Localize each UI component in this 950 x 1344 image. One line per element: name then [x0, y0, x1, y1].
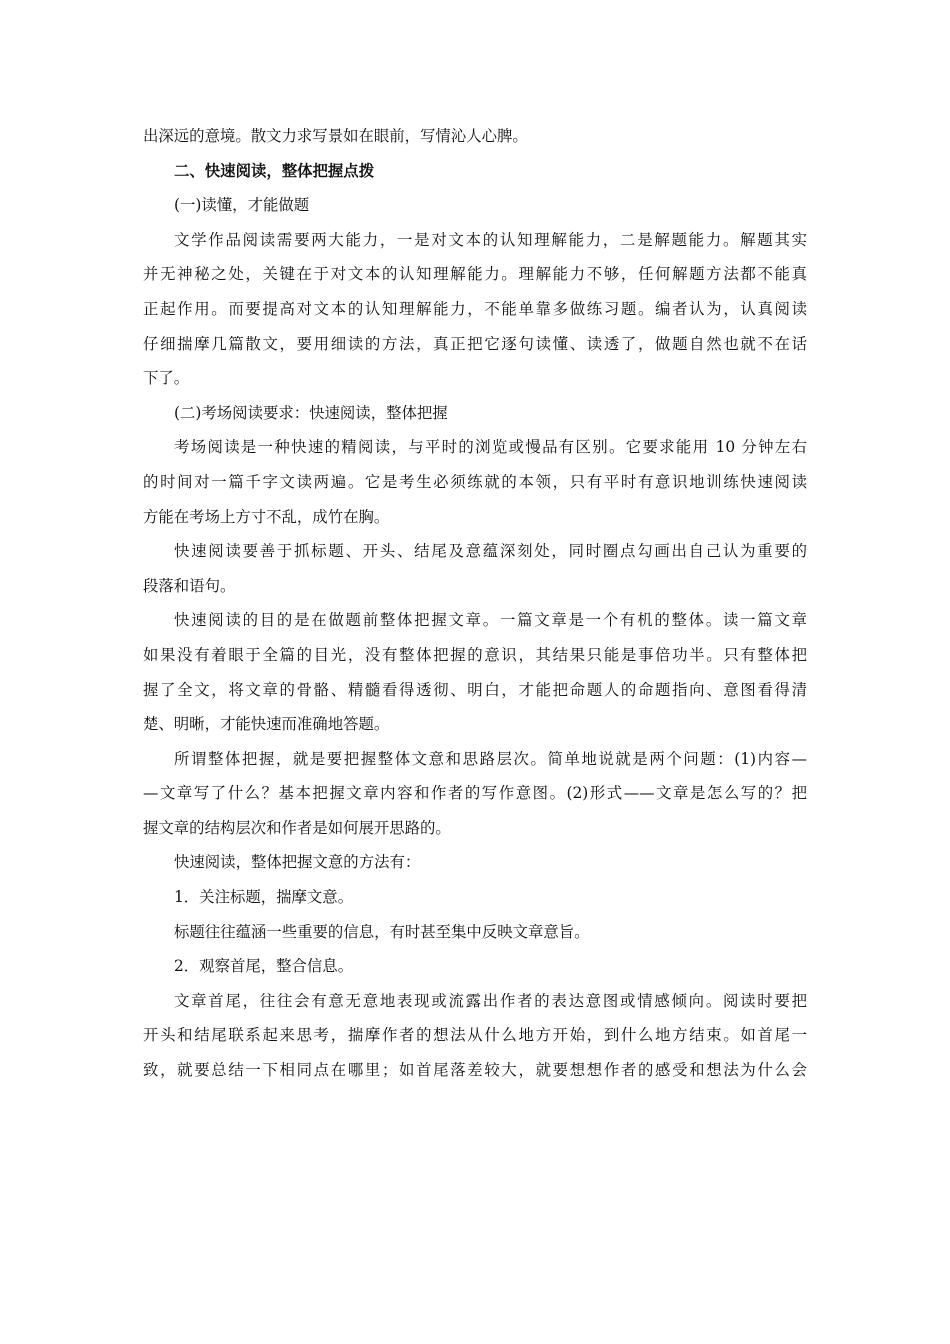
text-line: 正起作用。而要提高对文本的认知理解能力，不能单靠多做练习题。编者认为，认真阅读: [143, 299, 807, 318]
text-line: 握了全文，将文章的骨骼、精髓看得透彻、明白，才能把命题人的命题指向、意图看得清: [143, 680, 807, 699]
text-line: 快速阅读要善于抓标题、开头、结尾及意蕴深刻处，同时圈点勾画出自己认为重要的: [174, 542, 807, 561]
section-heading: 二、快速阅读，整体把握点拨: [174, 161, 375, 180]
document-body: [143, 119, 807, 1088]
text-line: 出深远的意境。散文力求写景如在眼前，写情沁人心脾。: [143, 127, 528, 145]
text-line: 仔细揣摩几篇散文，要用细读的方法，真正把它逐句读懂、读透了，做题自然也就不在话: [143, 334, 807, 353]
text-line: 2．观察首尾，整合信息。: [174, 957, 354, 976]
text-line: 如果没有着眼于全篇的目光，没有整体把握的意识，其结果只能是事倍功半。只有整体把: [143, 645, 807, 664]
text-line: 握文章的结构层次和作者是如何展开思路的。: [143, 818, 451, 837]
text-line: (一)读懂，才能做题: [174, 196, 310, 215]
text-line: 快速阅读的目的是在做题前整体把握文章。一篇文章是一个有机的整体。读一篇文章: [174, 611, 807, 630]
text-line: 开头和结尾联系起来思考，揣摩作者的想法从什么地方开始，到什么地方结束。如首尾一: [143, 1026, 807, 1045]
text-line: 的时间对一篇千字文读两遍。它是考生必须练就的本领，只有平时有意识地训练快速阅读: [143, 472, 807, 491]
text-line: 文学作品阅读需要两大能力，一是对文本的认知理解能力，二是解题能力。解题其实: [174, 230, 807, 249]
text-line: 快速阅读，整体把握文意的方法有：: [174, 853, 421, 872]
text-line: 考场阅读是一种快速的精阅读，与平时的浏览或慢品有区别。它要求能用 10 分钟左右: [174, 438, 807, 457]
text-line: 文章首尾，往往会有意无意地表现或流露出作者的表达意图或情感倾向。阅读时要把: [174, 991, 807, 1010]
text-line: 所谓整体把握，就是要把握整体文意和思路层次。简单地说就是两个问题：(1)内容—: [174, 749, 807, 768]
text-line: 楚、明晰，才能快速而准确地答题。: [143, 715, 390, 734]
text-line: 下了。: [143, 369, 190, 388]
text-line: 标题往往蕴涵一些重要的信息，有时甚至集中反映文章意旨。: [174, 922, 590, 941]
text-line: 1．关注标题，揣摩文意。: [174, 888, 354, 907]
text-line: 方能在考场上方寸不乱，成竹在胸。: [143, 507, 390, 526]
text-line: 致，就要总结一下相同点在哪里；如首尾落差较大，就要想想作者的感受和想法为什么会: [143, 1061, 807, 1080]
text-line: (二)考场阅读要求：快速阅读，整体把握: [174, 403, 448, 422]
text-line: 段落和语句。: [143, 576, 236, 595]
text-line: 并无神秘之处，关键在于对文本的认知理解能力。理解能力不够，任何解题方法都不能真: [143, 265, 807, 284]
text-line: —文章写了什么？基本把握文章内容和作者的写作意图。(2)形式——文章是怎么写的？把: [143, 784, 807, 803]
